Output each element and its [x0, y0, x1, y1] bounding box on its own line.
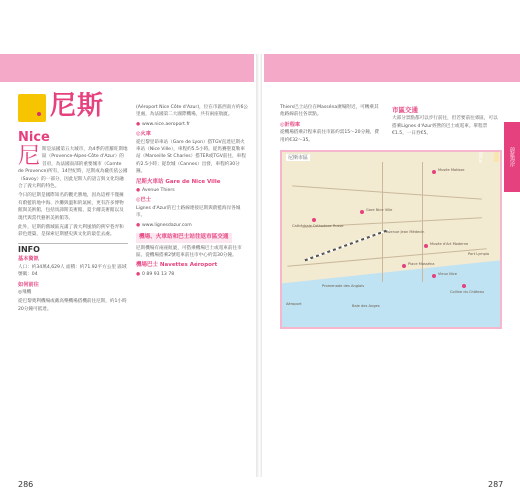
map-label: Vieux Nice — [438, 272, 458, 276]
city-traffic-text: 大部分景點都可以步行前往，但若要前往郊區，可以搭乘Lignes d'Azur經營的巴士或電車。單程票€1.5，一日券€5。 — [392, 116, 498, 137]
map-poi-station[interactable] — [360, 210, 364, 214]
intro-paragraph-3: 此外，尼斯的舊城區充滿了義大利風情的狹窄巷弄和彩色建築，是探索尼斯歷史與文化的最佳去處。 — [18, 225, 124, 238]
airport-transfer-section: 機場、火車站和巴士站往返市區交通 — [136, 233, 232, 242]
transfer-text: 尼斯機場有兩座航廈，可搭乘機場巴士或電車前往市區。從機場搭乘2號電車前往市中心約需30分鐘。 — [136, 245, 242, 258]
map-poi-mamac[interactable] — [424, 244, 428, 248]
dropcap: 尼 — [18, 144, 41, 169]
right-text-col-1 — [280, 104, 380, 146]
thiers-text: Thiers巴士站位在Masséna廣場附近，可轉乘其他路線前往各景點。 — [280, 105, 379, 118]
map-label: Port Lympia — [468, 252, 490, 256]
station-address: ● Avenue Thiers — [136, 187, 248, 194]
region-map-icon — [18, 94, 46, 122]
map-label: Cathédrale Orthodoxe Russe — [292, 224, 344, 228]
train-text: 從巴黎里昂車站（Gare de Lyon）搭TGV直達尼斯火車站（Nice Ville），車程約5.5小時。從馬賽聖夏勒車站（Marseille St Charles）搭TER或TGV前往，車程約2.5小時；從坎城（Cannes）出發，車程約30分鐘。 — [136, 139, 246, 175]
page-number-right: 287 — [488, 480, 504, 489]
airport-website[interactable]: ● www.nice.aeroport.fr — [136, 121, 248, 128]
map-title: 尼斯市區 — [288, 155, 309, 161]
airport-text: (Aéroport Nice Côte d'Azur)，位在市區西南方約6公里處，為法國第二大國際機場，共有兩座航廈。 — [136, 105, 248, 118]
basic-info: 人口：約34萬4,629人 面積：約71.92平方公里 區域號碼：04 — [18, 264, 127, 278]
title-block — [18, 92, 104, 122]
map-poi-matisse[interactable] — [432, 170, 436, 174]
station-heading: 尼斯火車站 Gare de Nice Ville — [136, 178, 221, 185]
plane-subheading: ◎飛機 — [18, 289, 32, 295]
page-title-zh: 尼斯 — [50, 91, 105, 121]
map-label: Aéroport — [286, 302, 302, 306]
map-poi-vieux-nice[interactable] — [432, 274, 436, 278]
chapter-side-tab[interactable] — [477, 122, 520, 192]
map-poi-cathedral[interactable] — [312, 218, 316, 222]
page-number-left: 286 — [18, 480, 34, 489]
city-traffic-heading: 市區交通 — [392, 106, 418, 114]
map-label: Gare Nice Ville — [366, 208, 393, 212]
map-poi-massena[interactable] — [402, 264, 406, 268]
basic-info-heading: 基本資訊 — [18, 256, 39, 263]
railway-line — [304, 229, 389, 261]
intro-paragraph-1: 斯是法國第五大城市，為4季的普羅旺斯地區（Provence-Alpes-Côte d'Azur）的首府，為法國南部的重要城市（Comte de Provence)所有，14世紀時，尼斯成為薩伏依公國（Savoy）的一部分，因此尼斯人的語言與文化均融合了義大利的特色。 — [18, 147, 128, 190]
train-heading: ◎火車 — [136, 131, 151, 138]
transport-column — [136, 104, 248, 280]
taxi-text: 從機場搭乘計程車前往市區約需15～20分鐘，費用約€32～35。 — [280, 130, 379, 143]
map-poi-chateau[interactable] — [462, 284, 466, 288]
map-label: Baie des Anges — [352, 304, 380, 308]
tab-city-en: Nice — [477, 151, 483, 163]
airport-bus-tel: ● 0 89 93 13 78 — [136, 271, 248, 278]
plane-text: 從巴黎奧利機場或戴高樂機場搭機前往尼斯，約1小時20分鐘可抵達。 — [18, 299, 127, 312]
taxi-heading: ◎計程車 — [280, 121, 301, 128]
bus-website[interactable]: ● www.lignesdazur.com — [136, 222, 248, 229]
bus-text: Lignes d'Azur的巴士路線連接尼斯與蔚藍海岸各城市。 — [136, 205, 241, 219]
info-heading: INFO — [18, 243, 128, 253]
tab-city: 尼斯 — [493, 152, 499, 162]
book-gutter — [256, 54, 262, 477]
map-label: Musée d'Art Moderne — [430, 242, 469, 246]
bus-heading: ◎巴士 — [136, 197, 151, 204]
map-label: Avenue Jean Médecin — [386, 230, 425, 234]
city-map[interactable] — [280, 150, 502, 329]
intro-paragraph-2: 今日的尼斯是國際知名的觀光勝地，因為這裡不僅擁有蔚藍的地中海、沙灘與溫和的氣候，更有許多博物館與美術館，包括馬諦斯美術館、夏卡爾美術館以及現代與當代藝術美術館等。 — [18, 193, 124, 221]
intro-column — [18, 146, 128, 315]
tab-region: 蔚藍海岸 — [509, 147, 515, 167]
map-label: Colline du Château — [450, 290, 485, 294]
map-label: Place Masséna — [408, 262, 435, 266]
page-title-en: Nice — [18, 130, 50, 145]
map-label: Musée Matisse — [438, 168, 465, 172]
airport-bus-heading: 機場巴士 Navettes Aéroport — [136, 262, 218, 269]
map-label: Promenade des Anglais — [322, 284, 365, 288]
how-to-get-heading: 如何前往 — [18, 281, 39, 288]
